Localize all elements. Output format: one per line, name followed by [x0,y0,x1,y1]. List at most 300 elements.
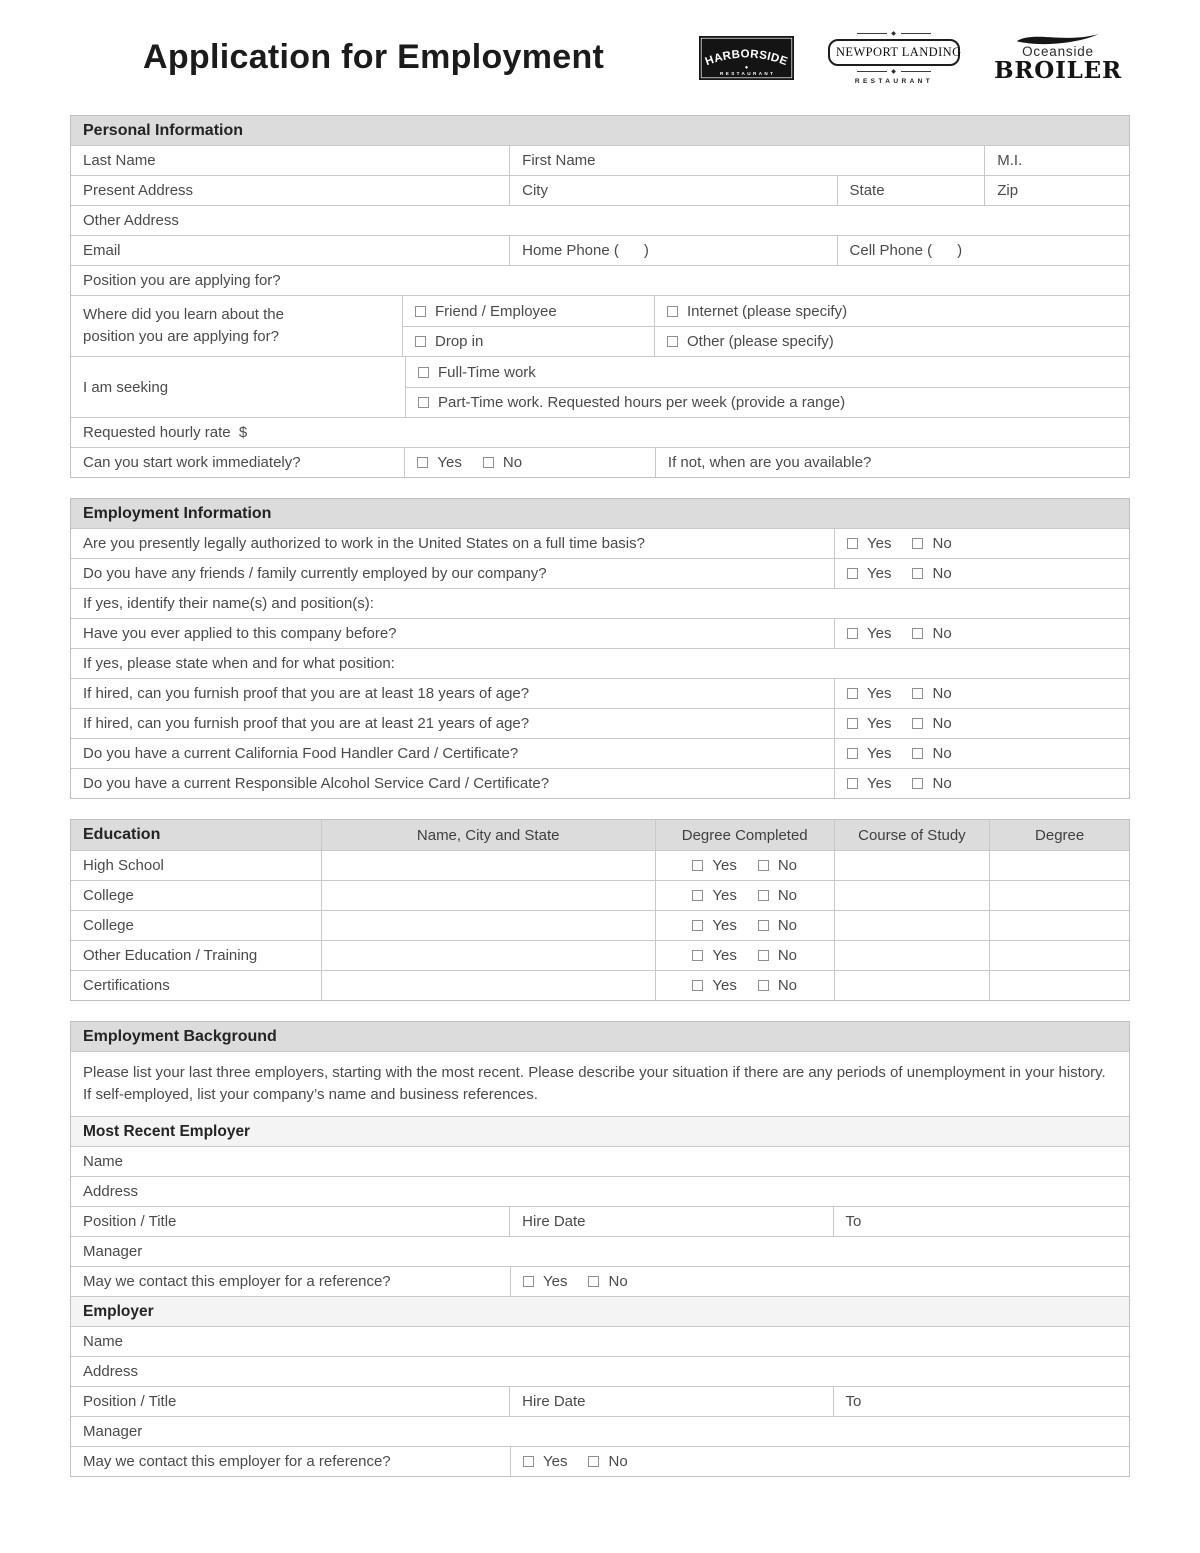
checkbox-icon [692,920,703,931]
col-course-of-study: Course of Study [834,820,990,850]
reference-label: May we contact this employer for a reference? [83,1273,391,1291]
education-header-row [71,820,1129,850]
checkbox-icon [667,336,678,347]
proof-21-question [71,709,834,738]
checkbox-icon [692,950,703,961]
yes-option[interactable] [847,745,891,762]
harborside-name: HARBORSIDE [703,47,790,68]
certifications-degree-yesno [655,971,834,1000]
col-degree-completed: Degree Completed [655,820,834,850]
other-address-label: Other Address [83,212,179,229]
checkbox-icon [692,890,703,901]
applied-before-followup-row [71,648,1129,678]
employer-2-position-row [71,1386,1129,1416]
address-row [71,175,1129,205]
col-name-city-state: Name, City and State [321,820,655,850]
other-education-label-cell [71,941,321,970]
background-intro: Please list your last three employers, starting with the most recent. Please describe your situation if there are any periods of unemployment in your history. If self-employed, list your company’s name and business references. [71,1051,1129,1116]
hourly-rate-label: Requested hourly rate $ [83,424,248,441]
home-phone-label: Home Phone ( ) [522,242,649,259]
authorized-row [71,528,1129,558]
learn-about-row [71,295,1129,356]
college-1-degree-input[interactable] [989,881,1129,910]
alcohol-service-yesno [834,769,1129,798]
email-label: Email [83,242,121,259]
friends-family-label: Do you have any friends / family currently employed by our company? [83,565,547,582]
learn-options-row-1 [403,296,1129,326]
college-1-course-input[interactable] [834,881,990,910]
city-field[interactable] [509,176,836,205]
diamond-ornament: ◆ [891,68,897,75]
proof-18-label: If hired, can you furnish proof that you are at least 18 years of age? [83,685,530,702]
high-school-name-input[interactable] [321,851,655,880]
employer-2-manager-field[interactable] [71,1417,1129,1446]
state-field[interactable] [837,176,985,205]
no-label: No [502,454,523,471]
employer-2-name-row [71,1326,1129,1356]
position-title-label: Position / Title [83,1393,177,1411]
employer-1-position-row [71,1206,1129,1236]
other-education-name-input[interactable] [321,941,655,970]
food-handler-row [71,738,1129,768]
applied-before-followup-field[interactable] [71,649,1129,678]
employer-1-name-row [71,1146,1129,1176]
yes-option[interactable] [692,887,736,904]
full-time-cell [406,357,1129,387]
yes-label: Yes [867,775,892,792]
employer-2-header: Employer [71,1297,1129,1326]
no-option[interactable] [758,857,797,874]
hire-date-label: Hire Date [522,1213,586,1231]
position-row [71,265,1129,295]
no-label: No [932,745,952,762]
present-address-field[interactable] [71,176,509,205]
other-source-cell [654,327,1129,356]
authorized-label: Are you presently legally authorized to work in the United States on a full time basis? [83,535,645,552]
internet-label: Internet (please specify) [687,302,848,320]
checkbox-icon [758,950,769,961]
checkbox-icon [758,860,769,871]
hourly-rate-row [71,417,1129,447]
certifications-name-input[interactable] [321,971,655,1000]
last-name-label: Last Name [83,152,156,169]
employer-1-to-field[interactable] [833,1207,1129,1236]
start-immediately-label: Can you start work immediately? [83,454,301,471]
yes-option[interactable] [847,535,891,552]
other-address-field[interactable] [71,206,1129,235]
logo-row [699,30,1122,85]
no-label: No [777,887,798,904]
checkbox-icon [912,718,923,729]
certifications-course-input[interactable] [834,971,990,1000]
employer-1-address-field[interactable] [71,1177,1129,1206]
yes-label: Yes [543,1273,568,1291]
certifications-label: Certifications [83,977,170,994]
other-source-option[interactable] [667,333,834,350]
yes-label: Yes [712,977,737,994]
newport-landing-name: NEWPORT LANDING [828,39,960,66]
checkbox-icon [912,538,923,549]
yes-option[interactable] [847,565,891,582]
certifications-label-cell [71,971,321,1000]
employer-2-header-row [71,1296,1129,1326]
employer-1-position-field[interactable] [71,1207,509,1236]
employer-1-name-field[interactable] [71,1147,1129,1176]
education-row-certifications [71,970,1129,1000]
part-time-cell [406,388,1129,417]
yes-option[interactable] [417,454,461,471]
checkbox-icon [847,688,858,699]
checkbox-icon [847,748,858,759]
oceanside-broiler-logo [994,32,1122,83]
reference-label: May we contact this employer for a reference? [83,1453,391,1471]
address-label: Address [83,1363,139,1381]
employment-information-header: Employment Information [71,499,1129,528]
internet-option[interactable] [667,303,847,320]
yes-label: Yes [867,625,892,642]
friends-family-yesno [834,559,1129,588]
to-label: To [845,1393,862,1411]
proof-18-question [71,679,834,708]
cell-phone-field[interactable] [837,236,1129,265]
checkbox-icon [758,890,769,901]
no-label: No [932,565,952,582]
full-time-option[interactable] [418,364,536,381]
drop-in-cell [403,327,654,356]
position-applying-field[interactable] [71,266,1129,295]
yes-label: Yes [867,685,892,702]
alcohol-service-label: Do you have a current Responsible Alcohol Service Card / Certificate? [83,775,550,792]
checkbox-icon [692,980,703,991]
employer-1-manager-field[interactable] [71,1237,1129,1266]
learn-about-label-cell [71,296,402,356]
education-row-other [71,940,1129,970]
no-label: No [608,1453,628,1471]
most-recent-employer-header: Most Recent Employer [71,1117,1129,1146]
proof-21-yesno [834,709,1129,738]
position-title-label: Position / Title [83,1213,177,1231]
yes-label: Yes [543,1453,568,1471]
yes-option[interactable] [847,715,891,732]
first-name-field[interactable] [509,146,984,175]
ornament-top [828,30,960,37]
checkbox-icon [758,920,769,931]
start-immediately-yesno [404,448,655,477]
broiler-name: BROILER [994,56,1122,84]
yes-option[interactable] [847,625,891,642]
certifications-degree-input[interactable] [989,971,1129,1000]
college-2-degree-yesno [655,911,834,940]
checkbox-icon [847,568,858,579]
application-form [70,0,1130,1497]
no-option[interactable] [912,565,951,582]
yes-option[interactable] [692,857,736,874]
no-option[interactable] [758,917,797,934]
availability-label: If not, when are you available? [667,454,872,471]
state-label: State [849,182,885,199]
seeking-options [405,357,1129,417]
checkbox-icon [912,748,923,759]
education-header: Education [71,820,321,850]
yes-option[interactable] [847,775,891,792]
no-label: No [777,947,798,964]
checkbox-icon [912,568,923,579]
no-option[interactable] [588,1453,627,1470]
newport-landing-tagline: RESTAURANT [854,78,934,85]
yes-label: Yes [867,715,892,732]
employer-2-reference-row [71,1446,1129,1476]
seeking-label: I am seeking [83,378,169,396]
oceanside-prefix: Oceanside [1022,43,1094,59]
learn-options-row-2 [403,326,1129,356]
checkbox-icon [667,306,678,317]
high-school-course-input[interactable] [834,851,990,880]
home-phone-field[interactable] [509,236,836,265]
personal-information-section [70,115,1130,478]
college-2-degree-input[interactable] [989,911,1129,940]
employer-1-reference-question [71,1267,510,1296]
applied-before-yesno [834,619,1129,648]
yes-option[interactable] [523,1453,567,1470]
education-row-high-school [71,850,1129,880]
yes-label: Yes [867,535,892,552]
checkbox-icon [523,1456,534,1467]
other-education-label: Other Education / Training [83,947,258,964]
hire-date-label: Hire Date [522,1393,586,1411]
col-degree: Degree [989,820,1129,850]
harborside-tagline: RESTAURANT [720,70,776,76]
alcohol-service-row [71,768,1129,798]
name-label: Name [83,1333,124,1351]
other-education-degree-input[interactable] [989,941,1129,970]
no-option[interactable] [588,1273,627,1290]
college-1-name-input[interactable] [321,881,655,910]
checkbox-icon [912,628,923,639]
education-row-college-2 [71,910,1129,940]
high-school-degree-yesno [655,851,834,880]
checkbox-icon [912,688,923,699]
college-1-label: College [83,887,134,904]
checkbox-icon [588,1456,599,1467]
yes-label: Yes [712,947,737,964]
middle-initial-field[interactable] [984,146,1129,175]
college-2-name-input[interactable] [321,911,655,940]
applied-before-row [71,618,1129,648]
no-label: No [932,715,952,732]
last-name-field[interactable] [71,146,509,175]
yes-label: Yes [712,887,737,904]
no-option[interactable] [912,745,951,762]
friend-employee-option[interactable] [415,303,557,320]
checkbox-icon [415,336,426,347]
alcohol-service-question [71,769,834,798]
cell-phone-label: Cell Phone ( ) [849,242,963,259]
full-time-label: Full-Time work [438,363,536,381]
to-label: To [845,1213,862,1231]
friend-employee-cell [403,296,654,326]
start-immediately-label-cell [71,448,404,477]
no-option[interactable] [912,685,951,702]
checkbox-icon [483,457,494,468]
employer-1-reference-row [71,1266,1129,1296]
employer-2-name-field[interactable] [71,1327,1129,1356]
checkbox-icon [847,718,858,729]
newport-landing-logo [828,30,960,85]
first-name-label: First Name [522,152,596,169]
employer-1-reference-yesno [510,1267,1129,1296]
yes-label: Yes [712,917,737,934]
start-immediately-row [71,447,1129,477]
city-label: City [522,182,548,199]
part-time-option[interactable] [418,394,845,411]
hourly-rate-field[interactable] [71,418,1129,447]
manager-label: Manager [83,1243,143,1261]
checkbox-icon [523,1276,534,1287]
no-option[interactable] [758,947,797,964]
no-label: No [777,857,798,874]
present-address-label: Present Address [83,182,194,199]
no-label: No [608,1273,628,1291]
friends-family-row [71,558,1129,588]
yes-label: Yes [867,745,892,762]
education-row-college-1 [71,880,1129,910]
yes-option[interactable] [692,917,736,934]
no-label: No [932,625,952,642]
position-applying-label: Position you are applying for? [83,272,281,289]
zip-field[interactable] [984,176,1129,205]
yes-label: Yes [712,857,737,874]
no-label: No [777,977,798,994]
no-label: No [932,775,952,792]
yes-option[interactable] [692,977,736,994]
checkbox-icon [758,980,769,991]
employer-2-address-field[interactable] [71,1357,1129,1386]
yes-option[interactable] [523,1273,567,1290]
friend-employee-label: Friend / Employee [435,302,557,320]
yes-option[interactable] [847,685,891,702]
no-label: No [777,917,798,934]
employer-1-hire-date-field[interactable] [509,1207,832,1236]
friends-family-question [71,559,834,588]
other-education-degree-yesno [655,941,834,970]
high-school-degree-input[interactable] [989,851,1129,880]
no-option[interactable] [758,887,797,904]
harborside-logo [699,36,794,80]
checkbox-icon [847,538,858,549]
employment-information-section [70,498,1130,799]
authorized-yesno [834,529,1129,558]
employer-2-reference-yesno [510,1447,1129,1476]
applied-before-followup-label: If yes, please state when and for what position: [83,655,395,672]
contact-row [71,235,1129,265]
other-source-label: Other (please specify) [687,333,834,350]
diamond-ornament: ◆ [891,30,897,37]
employer-2-manager-row [71,1416,1129,1446]
employer-1-manager-row [71,1236,1129,1266]
college-2-label-cell [71,911,321,940]
college-2-course-input[interactable] [834,911,990,940]
seeking-row-1 [406,357,1129,387]
food-handler-label: Do you have a current California Food Handler Card / Certificate? [83,745,519,762]
address-label: Address [83,1183,139,1201]
yes-option[interactable] [692,947,736,964]
other-education-course-input[interactable] [834,941,990,970]
checkbox-icon [692,860,703,871]
employer-2-position-field[interactable] [71,1387,509,1416]
high-school-label: High School [83,857,164,874]
seeking-label-cell [71,357,405,417]
employment-background-header: Employment Background [71,1022,1129,1051]
college-2-label: College [83,917,134,934]
yes-label: Yes [437,454,462,471]
checkbox-icon [418,397,429,408]
employer-2-to-field[interactable] [833,1387,1129,1416]
no-option[interactable] [758,977,797,994]
name-row [71,145,1129,175]
learn-options [402,296,1129,356]
yes-label: Yes [867,565,892,582]
no-option[interactable] [912,715,951,732]
checkbox-icon [847,628,858,639]
availability-field[interactable] [655,448,1129,477]
other-address-row [71,205,1129,235]
personal-information-header: Personal Information [71,116,1129,145]
no-label: No [932,535,952,552]
employer-2-reference-question [71,1447,510,1476]
checkbox-icon [417,457,428,468]
employment-background-section [70,1021,1130,1477]
name-label: Name [83,1153,124,1171]
applied-before-question [71,619,834,648]
checkbox-icon [912,778,923,789]
proof-18-row [71,678,1129,708]
friends-family-followup-field[interactable] [71,589,1129,618]
proof-21-label: If hired, can you furnish proof that you are at least 21 years of age? [83,715,530,732]
most-recent-employer-header-row [71,1116,1129,1146]
high-school-label-cell [71,851,321,880]
seeking-row-2 [406,387,1129,417]
authorized-question [71,529,834,558]
page-title: Application for Employment [143,38,605,76]
checkbox-icon [415,306,426,317]
friends-family-followup-row [71,588,1129,618]
drop-in-label: Drop in [435,333,484,350]
college-1-label-cell [71,881,321,910]
college-1-degree-yesno [655,881,834,910]
form-masthead [70,0,1130,115]
checkbox-icon [588,1276,599,1287]
no-option[interactable] [912,625,951,642]
food-handler-question [71,739,834,768]
email-field[interactable] [71,236,509,265]
friends-family-followup-label: If yes, identify their name(s) and position(s): [83,595,374,612]
manager-label: Manager [83,1423,143,1441]
employer-2-hire-date-field[interactable] [509,1387,832,1416]
proof-18-yesno [834,679,1129,708]
learn-about-label: Where did you learn about the position you are applying for? [83,306,284,345]
employer-2-address-row [71,1356,1129,1386]
no-option[interactable] [483,454,522,471]
no-option[interactable] [912,535,951,552]
part-time-label: Part-Time work. Requested hours per week (provide a range) [438,394,846,411]
drop-in-option[interactable] [415,333,483,350]
no-option[interactable] [912,775,951,792]
ornament-bottom [828,68,960,75]
checkbox-icon [847,778,858,789]
food-handler-yesno [834,739,1129,768]
applied-before-label: Have you ever applied to this company before? [83,625,397,642]
internet-cell [654,296,1129,326]
